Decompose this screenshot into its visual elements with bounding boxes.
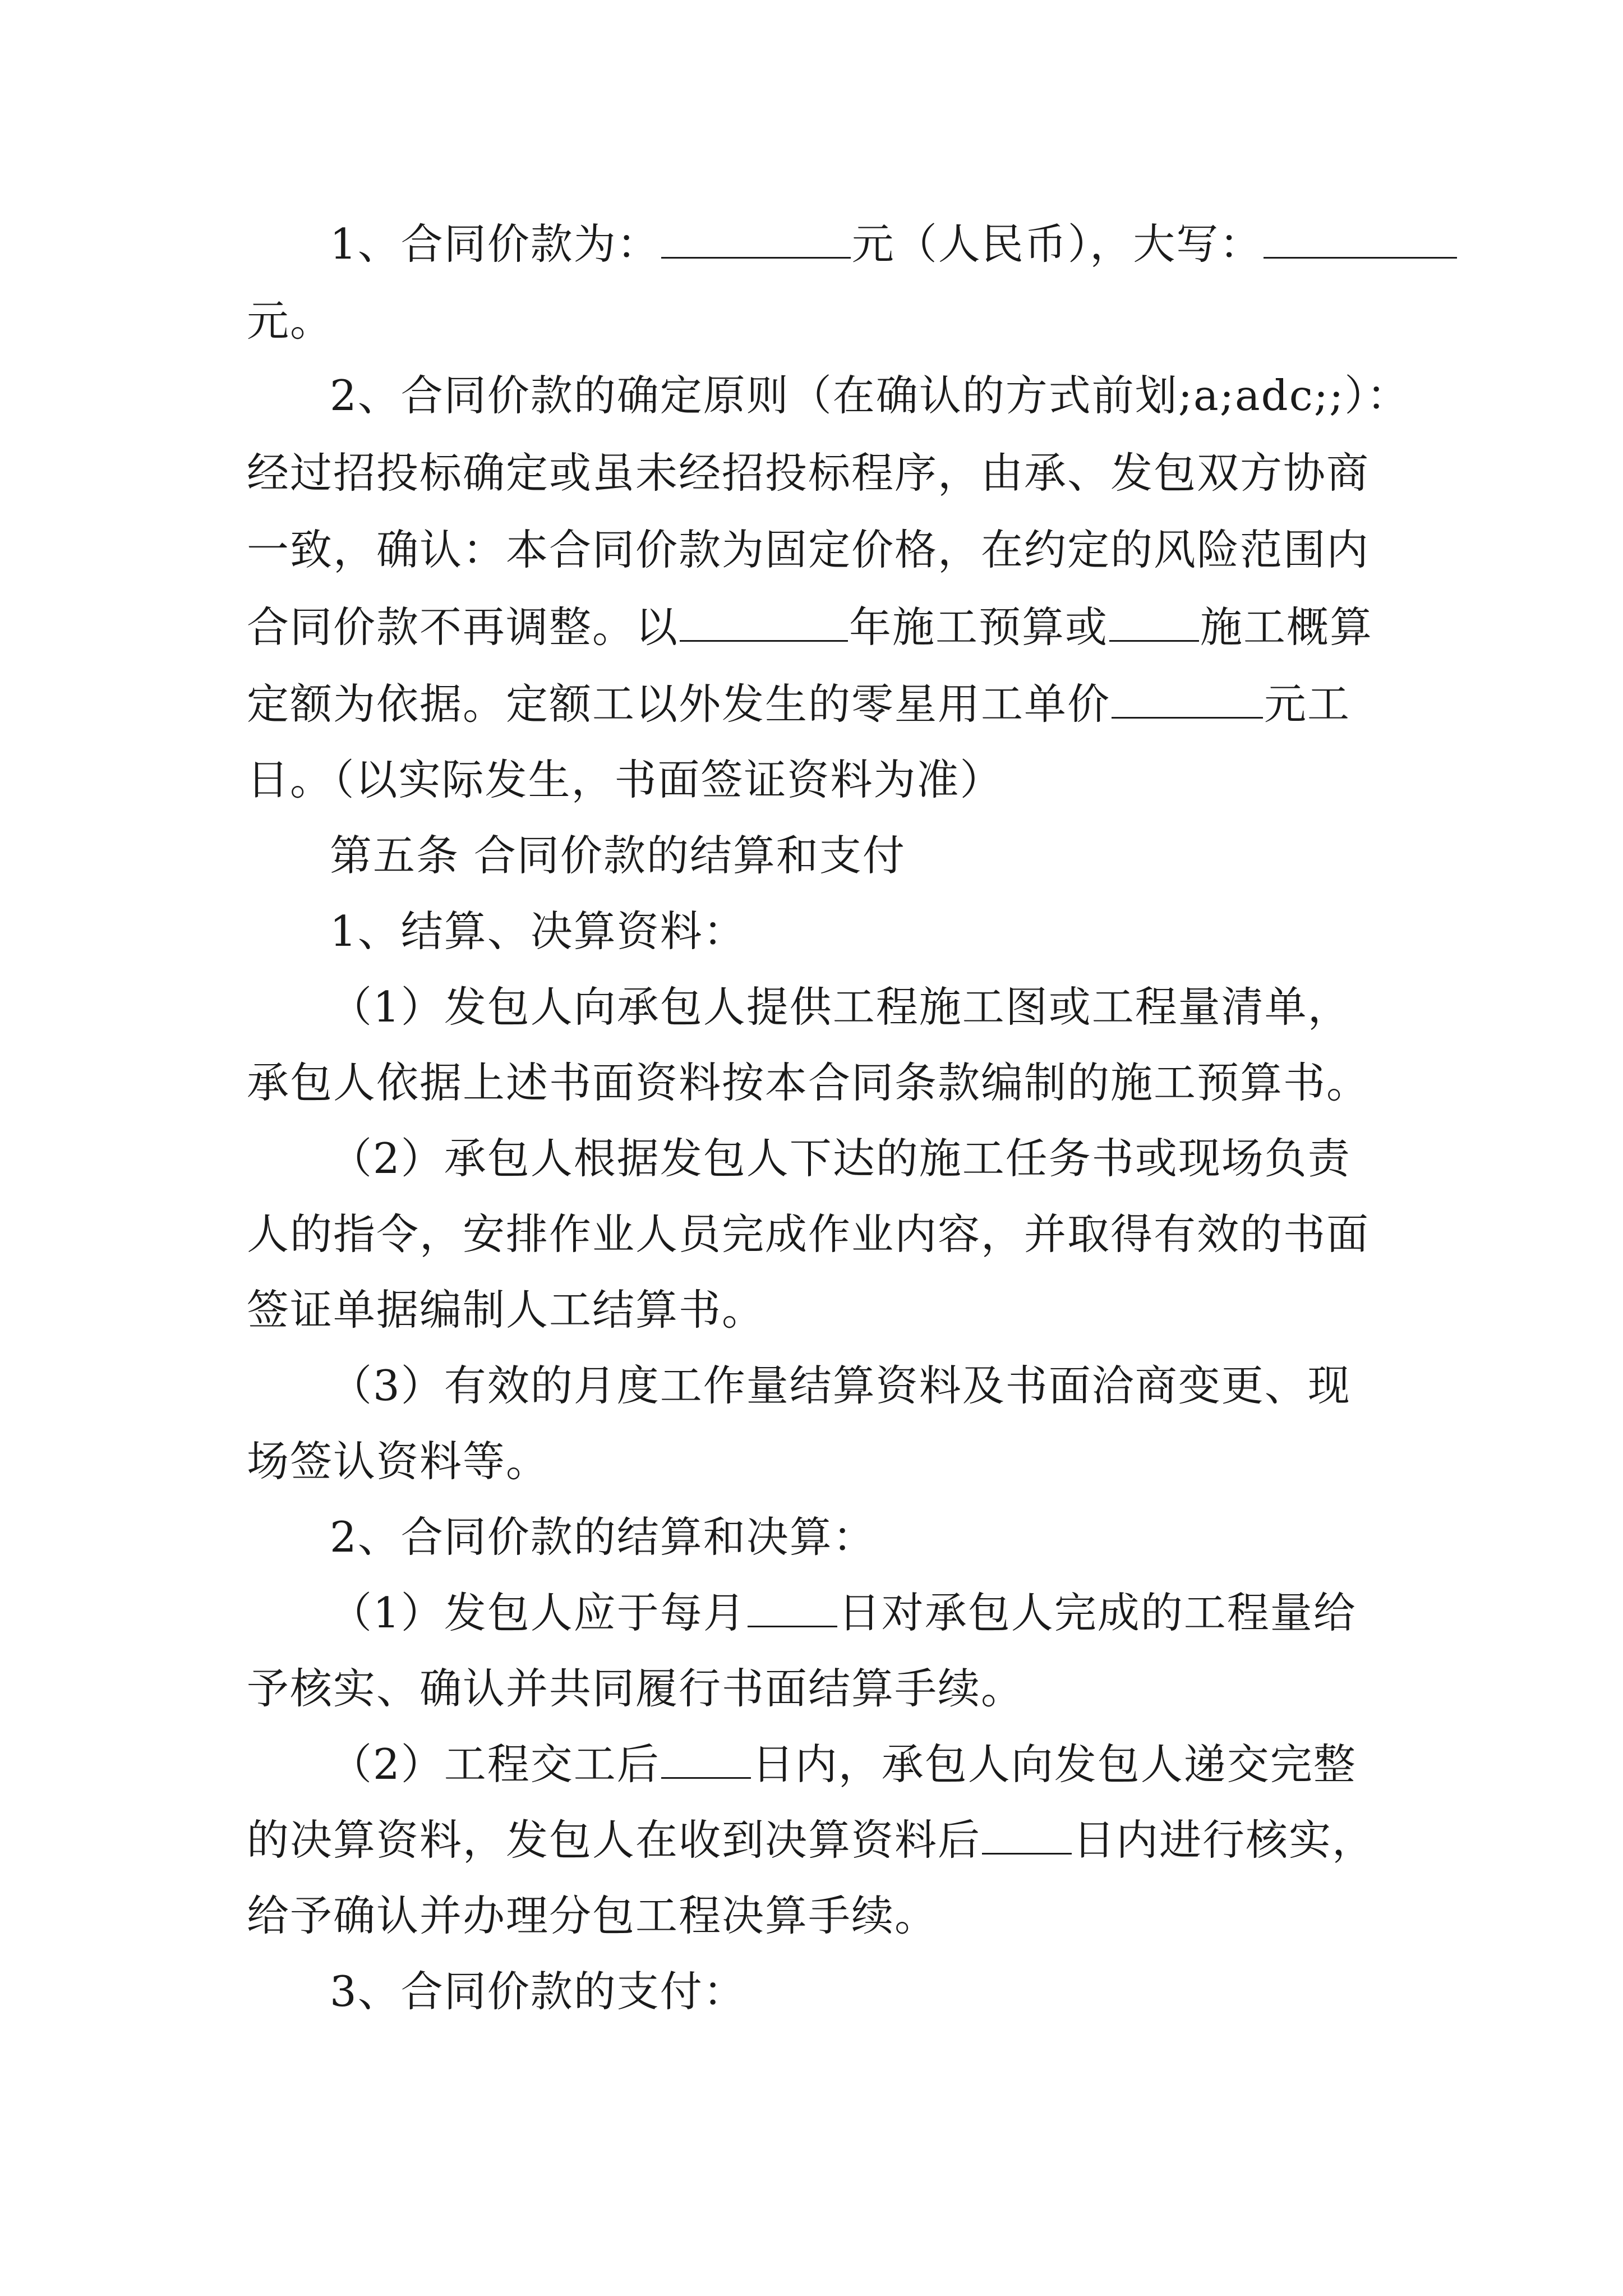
text-segment: 经过招投标确定或虽未经招投标程序，由承、发包双方协商: [247, 448, 1370, 498]
text-segment: 定额为依据。定额工以外发生的零星用工单价: [247, 679, 1111, 729]
text-segment: 场签认资料等。: [247, 1437, 550, 1486]
paragraph-line: [330, 979, 1351, 1035]
paragraph-line: [247, 1888, 938, 1944]
paragraph-line: [330, 1963, 746, 2019]
text-segment: （1）发包人应于每月: [330, 1588, 746, 1637]
budget-year-blank: [680, 603, 848, 642]
paragraph-line: [330, 1509, 876, 1565]
review-days-blank: [982, 1816, 1072, 1855]
paragraph-line: [330, 1736, 1357, 1792]
text-segment: 日内进行核实，: [1073, 1815, 1376, 1865]
text-segment: 日。（以实际发生，书面签证资料为准）: [247, 755, 1003, 804]
paragraph-line: [330, 367, 1410, 424]
paragraph-line: [247, 676, 1350, 732]
paragraph-line: [247, 1282, 765, 1338]
paragraph-line: [247, 752, 1003, 808]
text-segment: 签证单据编制人工结算书。: [247, 1285, 766, 1335]
paragraph-line: [247, 1812, 1375, 1868]
text-segment: 元。: [247, 296, 334, 346]
unit-price-blank: [1112, 680, 1263, 719]
text-segment: 日内，承包人向发包人递交完整: [751, 1740, 1357, 1789]
contract-price-line: [330, 216, 1458, 272]
text-segment: （3）有效的月度工作量结算资料及书面洽商变更、现: [330, 1361, 1351, 1410]
paragraph-line: [247, 522, 1370, 578]
handover-days-blank: [661, 1740, 751, 1779]
text-segment: 1、结算、决算资料：: [330, 907, 746, 956]
text-segment: 给予确认并办理分包工程决算手续。: [247, 1891, 938, 1940]
text-segment: 2、合同价款的确定原则（在确认的方式前划;a;adc;;）：: [330, 371, 1410, 420]
amount-in-words-blank: [1264, 220, 1457, 259]
paragraph-line: [247, 599, 1373, 655]
text-segment: 1、合同价款为：: [330, 219, 660, 269]
paragraph-line: [247, 1660, 1024, 1717]
text-segment: 年施工预算或: [849, 602, 1109, 652]
text-segment: 2、合同价款的结算和决算：: [330, 1512, 876, 1562]
text-segment: 施工概算: [1200, 602, 1373, 652]
paragraph-line: [330, 903, 746, 959]
text-segment: 人的指令，安排作业人员完成作业内容，并取得有效的书面: [247, 1209, 1370, 1259]
section-heading: [330, 827, 906, 884]
text-segment: 予核实、确认并共同履行书面结算手续。: [247, 1664, 1025, 1713]
text-segment: 元（人民币），大写：: [851, 219, 1263, 269]
paragraph-line: [247, 293, 333, 349]
text-segment: （2）承包人根据发包人下达的施工任务书或现场负责: [330, 1134, 1351, 1183]
text-segment: 合同价款不再调整。以: [247, 602, 679, 652]
paragraph-line: [247, 1206, 1370, 1262]
text-segment: 承包人依据上述书面资料按本合同条款编制的施工预算书。: [247, 1058, 1370, 1107]
amount-blank: [661, 220, 851, 259]
text-segment: 日对承包人完成的工程量给: [838, 1588, 1357, 1637]
text-segment: 的决算资料，发包人在收到决算资料后: [247, 1815, 981, 1865]
text-segment: 一致，确认：本合同价款为固定价格，在约定的风险范围内: [247, 525, 1370, 574]
text-segment: 第五条 合同价款的结算和支付: [330, 831, 906, 880]
paragraph-line: [330, 1130, 1351, 1186]
paragraph-line: [247, 1433, 549, 1489]
paragraph-line: [330, 1585, 1357, 1641]
text-segment: 3、合同价款的支付：: [330, 1967, 746, 2016]
paragraph-line: [330, 1358, 1351, 1414]
paragraph-line: [247, 1055, 1370, 1111]
paragraph-line: [247, 445, 1370, 501]
monthly-day-blank: [748, 1589, 837, 1627]
text-segment: （1）发包人向承包人提供工程施工图或工程量清单，: [330, 982, 1351, 1032]
estimate-blank: [1109, 603, 1199, 642]
text-segment: 元工: [1264, 679, 1351, 729]
text-segment: （2）工程交工后: [330, 1740, 660, 1789]
